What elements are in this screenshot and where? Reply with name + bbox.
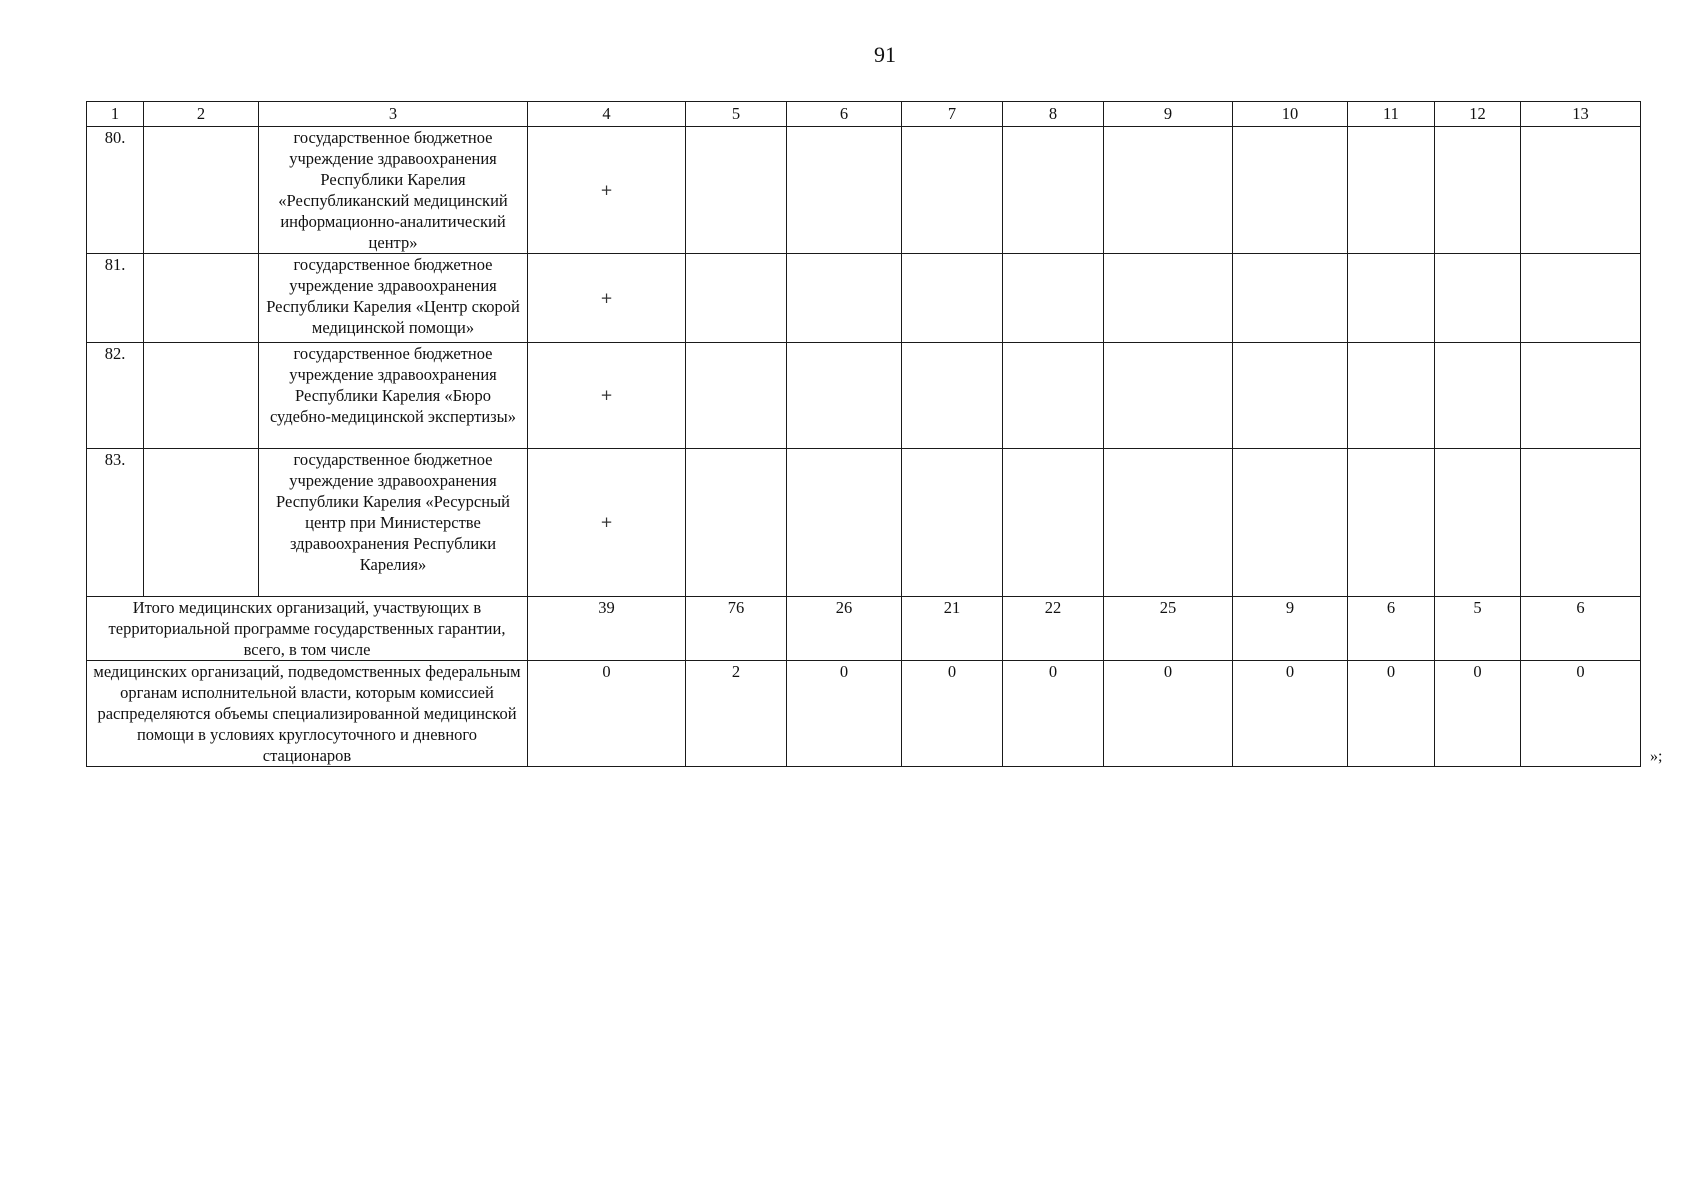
empty-cell: [1104, 343, 1233, 449]
total-value: 6: [1521, 597, 1641, 661]
header-cell: 1: [87, 102, 144, 127]
federal-value: 0: [1435, 661, 1521, 767]
totals-row: [87, 597, 1641, 661]
federal-value: 0: [902, 661, 1003, 767]
empty-cell: [686, 343, 787, 449]
empty-cell: [1521, 127, 1641, 254]
empty-cell: [787, 254, 902, 343]
empty-cell: [686, 449, 787, 597]
participation-mark: +: [528, 127, 686, 254]
federal-value: 2: [686, 661, 787, 767]
federal-value: 0: [1104, 661, 1233, 767]
empty-cell: [686, 127, 787, 254]
header-cell: 8: [1003, 102, 1104, 127]
empty-cell: [1521, 449, 1641, 597]
header-cell: 13: [1521, 102, 1641, 127]
organization-name: государственное бюджетное учреждение здравоохранения Республики Карелия «Центр скорой медицинской помощи»: [259, 254, 528, 343]
federal-value: 0: [1348, 661, 1435, 767]
empty-cell: [1104, 127, 1233, 254]
empty-cell: [1348, 127, 1435, 254]
page-number: 91: [874, 42, 896, 67]
empty-cell: [1348, 254, 1435, 343]
total-value: 22: [1003, 597, 1104, 661]
empty-cell: [902, 343, 1003, 449]
header-cell: 4: [528, 102, 686, 127]
code-cell: [144, 449, 259, 597]
empty-cell: [1348, 343, 1435, 449]
total-value: 9: [1233, 597, 1348, 661]
code-cell: [144, 343, 259, 449]
organization-name: государственное бюджетное учреждение здравоохранения Республики Карелия «Ресурсный центр при Министерстве здравоохранения Республики Карелия»: [259, 449, 528, 597]
closing-quote-mark: »;: [1650, 748, 1663, 765]
empty-cell: [1104, 254, 1233, 343]
empty-cell: [1003, 254, 1104, 343]
organization-name: государственное бюджетное учреждение здравоохранения Республики Карелия «Республиканский медицинский информационно-аналитический центр»: [259, 127, 528, 254]
total-value: 39: [528, 597, 686, 661]
row-number: 83.: [87, 449, 144, 597]
data-table: [86, 101, 1641, 767]
header-cell: 9: [1104, 102, 1233, 127]
total-value: 25: [1104, 597, 1233, 661]
federal-totals-label: медицинских организаций, подведомственных федеральным органам исполнительной власти, которым комиссией распределяются объемы специализированной медицинской помощи в условиях круглосуточного и дневного стационаров: [87, 661, 528, 767]
table-row: [87, 254, 1641, 343]
header-cell: 11: [1348, 102, 1435, 127]
header-cell: 12: [1435, 102, 1521, 127]
empty-cell: [1521, 254, 1641, 343]
empty-cell: [1233, 343, 1348, 449]
empty-cell: [1435, 343, 1521, 449]
total-value: 21: [902, 597, 1003, 661]
header-cell: 7: [902, 102, 1003, 127]
organization-name: государственное бюджетное учреждение здравоохранения Республики Карелия «Бюро судебно-медицинской экспертизы»: [259, 343, 528, 449]
federal-value: 0: [1521, 661, 1641, 767]
row-number: 80.: [87, 127, 144, 254]
header-cell: 10: [1233, 102, 1348, 127]
federal-value: 0: [528, 661, 686, 767]
table-row: [87, 449, 1641, 597]
header-cell: 3: [259, 102, 528, 127]
empty-cell: [1104, 449, 1233, 597]
empty-cell: [1435, 449, 1521, 597]
empty-cell: [1435, 254, 1521, 343]
participation-mark: +: [528, 449, 686, 597]
empty-cell: [1233, 254, 1348, 343]
empty-cell: [902, 449, 1003, 597]
total-value: 76: [686, 597, 787, 661]
total-value: 5: [1435, 597, 1521, 661]
code-cell: [144, 254, 259, 343]
empty-cell: [1003, 343, 1104, 449]
total-value: 6: [1348, 597, 1435, 661]
row-number: 81.: [87, 254, 144, 343]
total-value: 26: [787, 597, 902, 661]
empty-cell: [1435, 127, 1521, 254]
empty-cell: [686, 254, 787, 343]
empty-cell: [1521, 343, 1641, 449]
header-row: [87, 102, 1641, 127]
code-cell: [144, 127, 259, 254]
empty-cell: [1233, 449, 1348, 597]
table-row: [87, 127, 1641, 254]
federal-value: 0: [1233, 661, 1348, 767]
row-number: 82.: [87, 343, 144, 449]
header-cell: 6: [787, 102, 902, 127]
participation-mark: +: [528, 254, 686, 343]
empty-cell: [1003, 449, 1104, 597]
empty-cell: [787, 127, 902, 254]
empty-cell: [1348, 449, 1435, 597]
header-cell: 5: [686, 102, 787, 127]
federal-value: 0: [1003, 661, 1104, 767]
table-row: [87, 343, 1641, 449]
empty-cell: [902, 254, 1003, 343]
totals-label: Итого медицинских организаций, участвующих в территориальной программе государственных гарантии, всего, в том числе: [87, 597, 528, 661]
header-cell: 2: [144, 102, 259, 127]
participation-mark: +: [528, 343, 686, 449]
federal-value: 0: [787, 661, 902, 767]
empty-cell: [787, 449, 902, 597]
empty-cell: [787, 343, 902, 449]
empty-cell: [1003, 127, 1104, 254]
empty-cell: [902, 127, 1003, 254]
federal-totals-row: [87, 661, 1641, 767]
empty-cell: [1233, 127, 1348, 254]
